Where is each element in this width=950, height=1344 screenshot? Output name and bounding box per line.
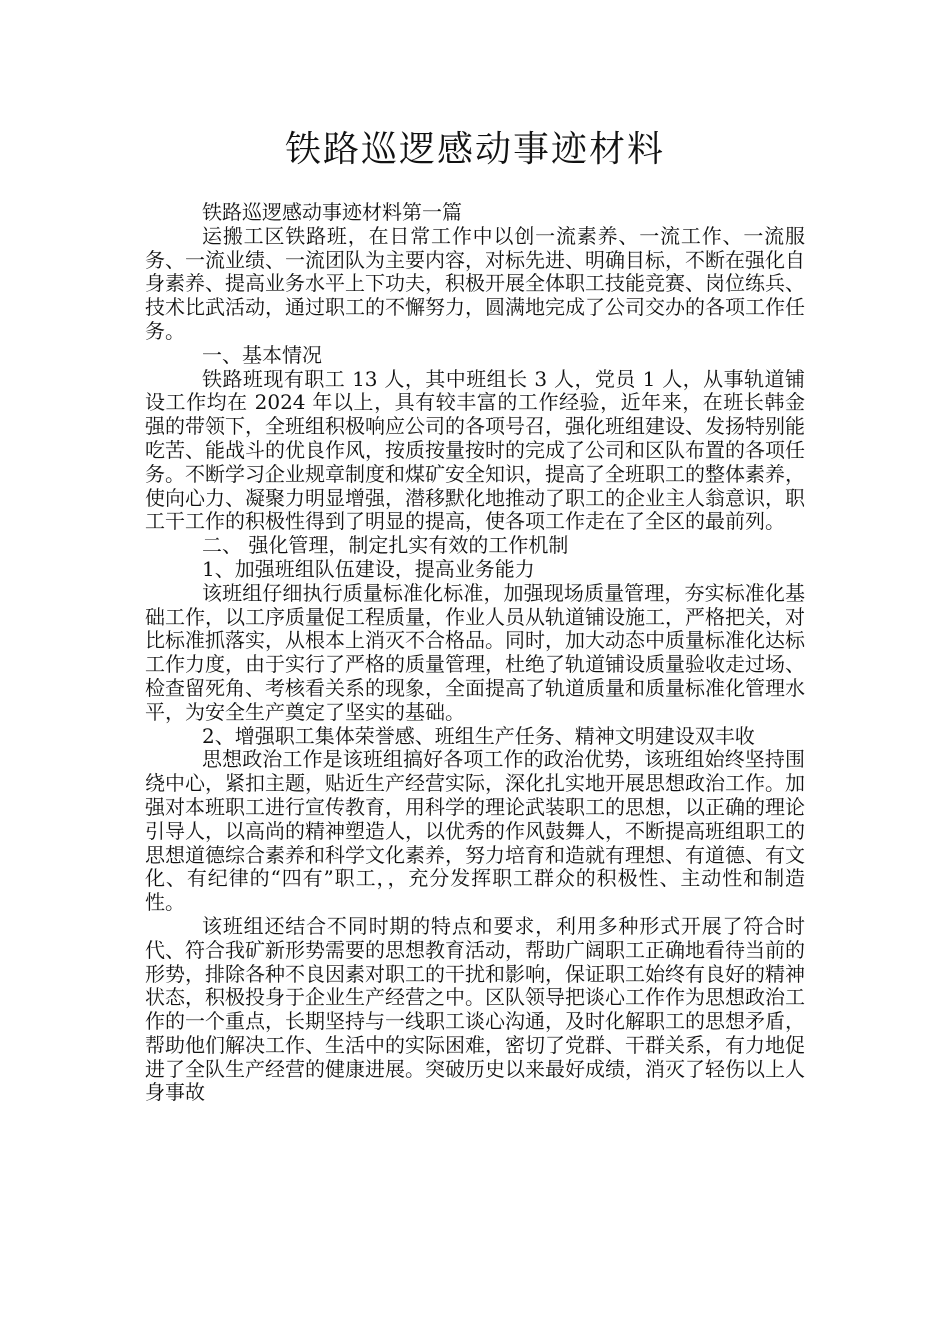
subsection-heading: 1、加强班组队伍建设，提高业务能力 [202, 556, 535, 581]
section-heading: 二、 强化管理，制定扎实有效的工作机制 [202, 533, 569, 558]
paragraph: 该班组仔细执行质量标准化标准，加强现场质量管理，夯实标准化基础工作，以工序质量促工程质量，作业人员从轨道铺设施工，严格把关，对比标准抓落实，从根本上消灭不合格品。同时，加大动态中质量标准化达标工作力度，由于实行了严格的质量管理，杜绝了轨道铺设质量验收走过场、检查留死角、考核看关系的现象，全面提高了轨道质量和质量标准化管理水平，为安全生产奠定了坚实的基础。 [145, 580, 805, 724]
paragraph: 该班组还结合不同时期的特点和要求，利用多种形式开展了符合时代、符合我矿新形势需要的思想教育活动，帮助广阔职工正确地看待当前的形势，排除各种不良因素对职工的干扰和影响，保证职工始终有良好的精神状态，积极投身于企业生产经营之中。区队领导把谈心工作作为思想政治工作的一个重点，长期坚持与一线职工谈心沟通，及时化解职工的思想矛盾，帮助他们解决工作、生活中的实际困难，密切了党群、干群关系，有力地促进了全队生产经营的健康进展。突破历史以来最好成绩，消灭了轻伤以上人身事故 [145, 913, 805, 1105]
paragraph: 思想政治工作是该班组搞好各项工作的政治优势，该班组始终坚持围绕中心，紧扣主题，贴近生产经营实际，深化扎实地开展思想政治工作。加强对本班职工进行宣传教育，用科学的理论武装职工的思想，以正确的理论引导人，以高尚的精神塑造人，以优秀的作风鼓舞人，不断提高班组职工的思想道德综合素养和科学文化素养，努力培育和造就有理想、有道德、有文化、有纪律的“四有”职工，，充分发挥职工群众的积极性、主动性和制造性。 [145, 747, 805, 915]
document-body [145, 201, 805, 1105]
section-heading: 一、基本情况 [202, 342, 322, 367]
document-title: 铁路巡逻感动事迹材料 [284, 129, 665, 170]
paragraph: 铁路班现有职工 13 人，其中班组长 3 人，党员 1 人，从事轨道铺设工作均在 2024 年以上，具有较丰富的工作经验，近年来，在班长韩金强的带领下，全班组积极响应公司的各项号召，强化班组建设、发扬特别能吃苦、能战斗的优良作风，按质按量按时的完成了公司和区队布置的各项任务。不断学习企业规章制度和煤矿安全知识，提高了全班职工的整体素养，使向心力、凝聚力明显增强，潜移默化地推动了职工的企业主人翁意识，职工干工作的积极性得到了明显的提高，使各项工作走在了全区的最前列。 [145, 366, 805, 534]
subsection-heading: 2、增强职工集体荣誉感、班组生产任务、精神文明建设双丰收 [202, 723, 755, 748]
paragraph: 运搬工区铁路班，在日常工作中以创一流素养、一流工作、一流服务、一流业绩、一流团队为主要内容，对标先进、明确目标，不断在强化自身素养、提高业务水平上下功夫，积极开展全体职工技能竞赛、岗位练兵、技术比武活动，通过职工的不懈努力，圆满地完成了公司交办的各项工作任务。 [145, 223, 805, 343]
section-heading: 铁路巡逻感动事迹材料第一篇 [202, 200, 462, 224]
